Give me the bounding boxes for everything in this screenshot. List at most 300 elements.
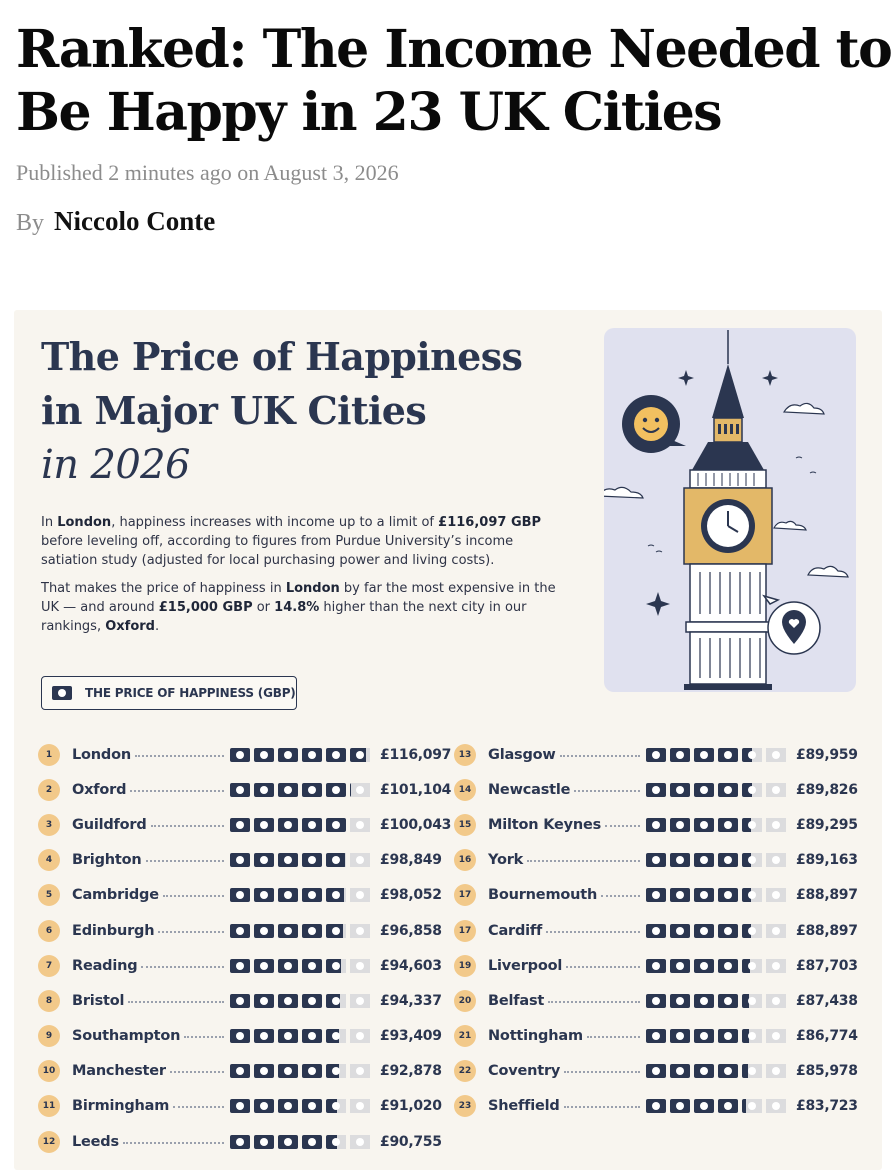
banknote-icon <box>350 1029 370 1043</box>
banknote-icon <box>742 924 762 938</box>
banknote-icon <box>278 748 298 762</box>
banknote-icon <box>254 888 274 902</box>
banknote-icon <box>670 818 690 832</box>
intro-text <box>41 513 561 645</box>
banknote-icon <box>670 888 690 902</box>
city-name: Nottingham <box>488 1028 583 1045</box>
banknote-icon <box>742 783 762 797</box>
banknote-icon <box>254 1029 274 1043</box>
banknote-icon <box>302 818 322 832</box>
income-amount: £96,858 <box>380 922 442 939</box>
dot-leader <box>170 1071 224 1073</box>
rank-badge: 22 <box>454 1060 476 1082</box>
banknote-icon <box>302 1135 322 1149</box>
ranking-row <box>454 878 870 913</box>
banknote-icon <box>326 748 346 762</box>
ranking-row <box>38 948 454 983</box>
intro-text-run: or <box>252 600 275 615</box>
rank-badge: 12 <box>38 1131 60 1153</box>
intro-text-run: . <box>154 619 160 634</box>
rank-badge: 3 <box>38 814 60 836</box>
ranking-row <box>454 737 870 772</box>
city-name: Belfast <box>488 992 545 1009</box>
banknote-icon <box>718 888 738 902</box>
banknote-bar <box>646 994 790 1008</box>
banknote-icon <box>230 1099 250 1113</box>
income-amount: £94,603 <box>380 957 442 974</box>
banknote-icon <box>694 994 714 1008</box>
ranking-column-right <box>454 737 870 1124</box>
banknote-bar <box>230 818 374 832</box>
banknote-icon <box>230 1064 250 1078</box>
dot-leader <box>151 825 224 827</box>
banknote-icon <box>742 1099 762 1113</box>
banknote-bar <box>646 853 790 867</box>
income-amount: £90,755 <box>380 1133 442 1150</box>
banknote-icon <box>646 748 666 762</box>
infographic-title <box>41 330 522 492</box>
rank-badge: 17 <box>454 884 476 906</box>
banknote-bar <box>646 1099 790 1113</box>
banknote-icon <box>326 1029 346 1043</box>
banknote-icon <box>302 783 322 797</box>
banknote-icon <box>350 1099 370 1113</box>
published-label: Published <box>16 160 103 185</box>
city-name: Sheffield <box>488 1098 560 1115</box>
banknote-icon <box>254 818 274 832</box>
banknote-icon <box>694 853 714 867</box>
banknote-bar <box>230 924 374 938</box>
banknote-icon <box>302 853 322 867</box>
ranking-row <box>454 1089 870 1124</box>
rank-badge: 19 <box>454 955 476 977</box>
income-amount: £83,723 <box>796 1098 858 1115</box>
rank-badge: 7 <box>38 955 60 977</box>
banknote-icon <box>278 853 298 867</box>
banknote-icon <box>742 748 762 762</box>
banknote-icon <box>646 818 666 832</box>
ranking-row <box>38 737 454 772</box>
banknote-icon <box>646 959 666 973</box>
banknote-icon <box>302 1029 322 1043</box>
city-name: Southampton <box>72 1028 181 1045</box>
banknote-icon <box>302 1064 322 1078</box>
rank-badge: 13 <box>454 744 476 766</box>
banknote-icon <box>326 994 346 1008</box>
banknote-icon <box>670 1029 690 1043</box>
banknote-icon <box>302 959 322 973</box>
ranking-row <box>454 1019 870 1054</box>
banknote-bar <box>646 818 790 832</box>
ranking-row <box>38 807 454 842</box>
banknote-icon <box>766 1099 786 1113</box>
banknote-icon <box>718 853 738 867</box>
article-headline: Ranked: The Income Needed to Be Happy in 23 UK Cities <box>16 19 892 143</box>
banknote-bar <box>646 959 790 973</box>
banknote-icon <box>254 1099 274 1113</box>
by-label: By <box>16 210 45 236</box>
rank-badge: 11 <box>38 1095 60 1117</box>
banknote-icon <box>646 783 666 797</box>
ranking-row <box>38 1124 454 1159</box>
rank-badge: 6 <box>38 920 60 942</box>
city-name: Edinburgh <box>72 922 155 939</box>
ranking-row <box>454 807 870 842</box>
banknote-icon <box>350 994 370 1008</box>
published-date: August 3, 2026 <box>263 160 399 185</box>
banknote-bar <box>646 1064 790 1078</box>
banknote-bar <box>646 748 790 762</box>
banknote-bar <box>230 1029 374 1043</box>
income-amount: £86,774 <box>796 1028 858 1045</box>
banknote-icon <box>766 1064 786 1078</box>
income-amount: £101,104 <box>380 781 452 798</box>
income-amount: £98,849 <box>380 852 442 869</box>
banknote-icon <box>646 1064 666 1078</box>
ranking-row <box>454 1054 870 1089</box>
banknote-icon <box>694 888 714 902</box>
city-name: Oxford <box>72 781 127 798</box>
banknote-icon <box>742 818 762 832</box>
author-link[interactable]: Niccolo Conte <box>54 206 216 236</box>
banknote-icon <box>278 1135 298 1149</box>
city-name: Birmingham <box>72 1098 170 1115</box>
city-name: Reading <box>72 957 138 974</box>
dot-leader <box>146 860 225 862</box>
banknote-icon <box>670 924 690 938</box>
dot-leader <box>560 755 640 757</box>
banknote-bar <box>646 1029 790 1043</box>
dot-leader <box>128 1001 224 1003</box>
banknote-icon <box>278 1064 298 1078</box>
city-name: Liverpool <box>488 957 563 974</box>
legend-label: THE PRICE OF HAPPINESS (GBP) <box>85 686 296 700</box>
city-name: Guildford <box>72 816 147 833</box>
banknote-icon <box>718 783 738 797</box>
rank-badge: 9 <box>38 1025 60 1047</box>
banknote-icon <box>350 959 370 973</box>
banknote-icon <box>350 818 370 832</box>
banknote-icon <box>278 818 298 832</box>
banknote-icon <box>742 1064 762 1078</box>
dot-leader <box>141 966 224 968</box>
banknote-icon <box>302 994 322 1008</box>
title-line-3: in 2026 <box>41 442 190 488</box>
banknote-bar <box>646 924 790 938</box>
banknote-icon <box>350 888 370 902</box>
banknote-icon <box>694 748 714 762</box>
published-relative: 2 minutes ago <box>108 160 232 185</box>
city-name: Milton Keynes <box>488 816 602 833</box>
banknote-icon <box>278 959 298 973</box>
dot-leader <box>601 895 640 897</box>
banknote-icon <box>230 924 250 938</box>
ranking-row <box>454 948 870 983</box>
ranking-row <box>38 878 454 913</box>
banknote-icon <box>694 783 714 797</box>
title-line-2: in Major UK Cities <box>41 388 427 433</box>
banknote-icon <box>326 818 346 832</box>
dot-leader <box>574 790 640 792</box>
banknote-icon <box>254 1064 274 1078</box>
city-name: Cardiff <box>488 922 543 939</box>
dot-leader <box>546 931 640 933</box>
dot-leader <box>564 1071 640 1073</box>
banknote-icon <box>230 994 250 1008</box>
city-name: Bournemouth <box>488 887 598 904</box>
city-name: Bristol <box>72 992 125 1009</box>
banknote-bar <box>230 1135 374 1149</box>
banknote-icon <box>302 924 322 938</box>
banknote-icon <box>326 924 346 938</box>
banknote-icon <box>670 1064 690 1078</box>
income-amount: £93,409 <box>380 1028 442 1045</box>
publish-meta <box>16 160 399 186</box>
banknote-icon <box>278 888 298 902</box>
big-ben-illustration <box>604 328 856 692</box>
banknote-bar <box>230 1099 374 1113</box>
rank-badge: 8 <box>38 990 60 1012</box>
banknote-icon <box>302 748 322 762</box>
banknote-icon <box>718 1064 738 1078</box>
income-amount: £88,897 <box>796 922 858 939</box>
dot-leader <box>158 931 224 933</box>
banknote-bar <box>230 748 374 762</box>
banknote-icon <box>350 853 370 867</box>
banknote-icon <box>278 1029 298 1043</box>
city-name: Glasgow <box>488 746 556 763</box>
rank-badge: 20 <box>454 990 476 1012</box>
rank-badge: 10 <box>38 1060 60 1082</box>
banknote-icon <box>278 994 298 1008</box>
banknote-icon <box>646 853 666 867</box>
big-ben-icon <box>604 328 856 692</box>
banknote-icon <box>326 1064 346 1078</box>
rank-badge: 14 <box>454 779 476 801</box>
income-amount: £89,163 <box>796 852 858 869</box>
rank-badge: 23 <box>454 1095 476 1117</box>
banknote-icon <box>766 748 786 762</box>
banknote-icon <box>326 888 346 902</box>
city-name: Coventry <box>488 1063 561 1080</box>
banknote-icon <box>350 924 370 938</box>
banknote-icon <box>646 994 666 1008</box>
ranking-row <box>38 1054 454 1089</box>
city-name: Manchester <box>72 1063 166 1080</box>
intro-text-run: , happiness increases with income up to a limit of <box>111 515 439 530</box>
banknote-icon <box>670 994 690 1008</box>
banknote-icon <box>326 853 346 867</box>
dot-leader <box>173 1106 224 1108</box>
banknote-icon <box>670 853 690 867</box>
banknote-icon <box>302 888 322 902</box>
banknote-icon <box>52 686 72 700</box>
income-amount: £85,978 <box>796 1063 858 1080</box>
banknote-icon <box>326 783 346 797</box>
dot-leader <box>566 966 640 968</box>
intro-text-run: by far the most expensive in the UK — and around <box>41 581 556 615</box>
banknote-icon <box>230 888 250 902</box>
dot-leader <box>163 895 224 897</box>
banknote-icon <box>718 959 738 973</box>
banknote-bar <box>230 994 374 1008</box>
banknote-icon <box>694 959 714 973</box>
rank-badge: 1 <box>38 744 60 766</box>
banknote-icon <box>350 783 370 797</box>
banknote-icon <box>694 1099 714 1113</box>
city-name: Cambridge <box>72 887 159 904</box>
banknote-icon <box>646 1099 666 1113</box>
banknote-bar <box>230 959 374 973</box>
rank-badge: 5 <box>38 884 60 906</box>
banknote-icon <box>350 748 370 762</box>
banknote-icon <box>254 783 274 797</box>
ranking-row <box>38 913 454 948</box>
city-name: Brighton <box>72 852 142 869</box>
banknote-icon <box>278 783 298 797</box>
rank-badge: 21 <box>454 1025 476 1047</box>
ranking-row <box>38 983 454 1018</box>
income-amount: £87,703 <box>796 957 858 974</box>
banknote-bar <box>230 1064 374 1078</box>
banknote-icon <box>646 1029 666 1043</box>
income-amount: £89,295 <box>796 816 858 833</box>
banknote-bar <box>646 888 790 902</box>
rank-badge: 4 <box>38 849 60 871</box>
banknote-icon <box>230 1029 250 1043</box>
city-name: London <box>72 746 131 763</box>
banknote-icon <box>766 924 786 938</box>
banknote-icon <box>742 888 762 902</box>
banknote-icon <box>718 994 738 1008</box>
income-amount: £98,052 <box>380 887 442 904</box>
ranking-row <box>454 843 870 878</box>
banknote-bar <box>230 853 374 867</box>
dot-leader <box>564 1106 640 1108</box>
intro-text-run: That makes the price of happiness in <box>41 581 286 596</box>
income-amount: £92,878 <box>380 1063 442 1080</box>
rank-badge: 15 <box>454 814 476 836</box>
intro-bold-run: £116,097 GBP <box>438 515 542 530</box>
banknote-icon <box>766 818 786 832</box>
income-amount: £88,897 <box>796 887 858 904</box>
dot-leader <box>605 825 640 827</box>
ranking-column-left <box>38 737 454 1159</box>
banknote-icon <box>230 818 250 832</box>
banknote-icon <box>646 888 666 902</box>
banknote-icon <box>694 924 714 938</box>
banknote-icon <box>718 818 738 832</box>
banknote-icon <box>254 959 274 973</box>
banknote-icon <box>254 748 274 762</box>
banknote-icon <box>694 818 714 832</box>
banknote-icon <box>766 783 786 797</box>
intro-paragraph-2 <box>41 579 561 636</box>
banknote-icon <box>742 959 762 973</box>
income-amount: £89,826 <box>796 781 858 798</box>
income-amount: £91,020 <box>380 1098 442 1115</box>
banknote-icon <box>718 1029 738 1043</box>
banknote-icon <box>694 1064 714 1078</box>
intro-bold-run: London <box>285 581 340 596</box>
banknote-icon <box>718 924 738 938</box>
byline <box>16 206 215 237</box>
banknote-icon <box>230 959 250 973</box>
banknote-icon <box>326 959 346 973</box>
intro-bold-run: London <box>57 515 112 530</box>
banknote-icon <box>254 1135 274 1149</box>
banknote-bar <box>230 888 374 902</box>
income-amount: £87,438 <box>796 992 858 1009</box>
intro-text-run: before leveling off, according to figures from Purdue University’s income satiation study (adjusted for local purchasing power and living costs). <box>41 534 514 568</box>
banknote-icon <box>230 748 250 762</box>
banknote-icon <box>766 853 786 867</box>
banknote-icon <box>670 1099 690 1113</box>
city-name: Newcastle <box>488 781 571 798</box>
banknote-icon <box>718 748 738 762</box>
city-name: Leeds <box>72 1133 119 1150</box>
banknote-icon <box>254 853 274 867</box>
intro-bold-run: £15,000 GBP <box>158 600 253 615</box>
banknote-icon <box>230 853 250 867</box>
banknote-icon <box>278 1099 298 1113</box>
banknote-icon <box>742 853 762 867</box>
dot-leader <box>527 860 640 862</box>
published-on: on <box>237 160 260 185</box>
banknote-icon <box>766 1029 786 1043</box>
banknote-icon <box>230 1135 250 1149</box>
intro-paragraph-1 <box>41 513 561 570</box>
banknote-icon <box>766 888 786 902</box>
intro-text-run: higher than the next city in our rankings, <box>41 600 527 634</box>
banknote-icon <box>646 924 666 938</box>
income-amount: £100,043 <box>380 816 452 833</box>
banknote-icon <box>766 994 786 1008</box>
intro-bold-run: 14.8% <box>274 600 320 615</box>
banknote-icon <box>278 924 298 938</box>
smiley-speech-bubble-icon <box>622 395 686 453</box>
legend <box>41 676 297 710</box>
banknote-icon <box>766 959 786 973</box>
dot-leader <box>130 790 224 792</box>
banknote-icon <box>302 1099 322 1113</box>
banknote-icon <box>230 783 250 797</box>
dot-leader <box>135 755 224 757</box>
ranking-row <box>38 843 454 878</box>
banknote-icon <box>254 924 274 938</box>
banknote-icon <box>718 1099 738 1113</box>
dot-leader <box>123 1142 224 1144</box>
banknote-icon <box>670 783 690 797</box>
income-amount: £94,337 <box>380 992 442 1009</box>
ranking-row <box>454 772 870 807</box>
banknote-icon <box>350 1064 370 1078</box>
ranking-row <box>38 772 454 807</box>
ranking-row <box>38 1089 454 1124</box>
banknote-icon <box>694 1029 714 1043</box>
dot-leader <box>184 1036 224 1038</box>
banknote-icon <box>326 1135 346 1149</box>
income-amount: £116,097 <box>380 746 452 763</box>
rank-badge: 16 <box>454 849 476 871</box>
banknote-icon <box>254 994 274 1008</box>
rank-badge: 2 <box>38 779 60 801</box>
ranking-row <box>454 913 870 948</box>
dot-leader <box>548 1001 640 1003</box>
location-heart-bubble-icon <box>764 596 820 654</box>
banknote-icon <box>670 959 690 973</box>
title-line-1: The Price of Happiness <box>41 334 523 379</box>
